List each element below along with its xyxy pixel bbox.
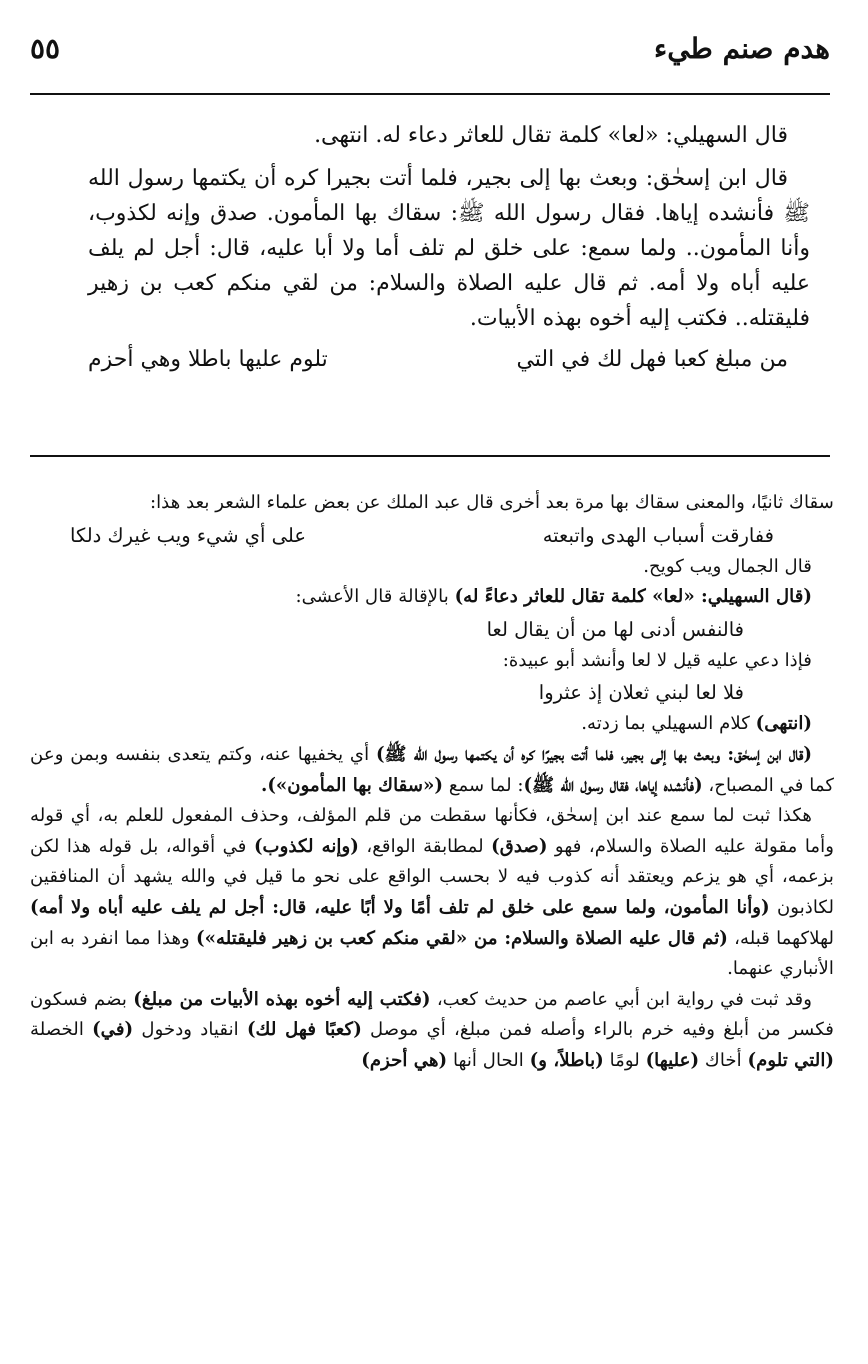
note-text: أخاك	[699, 1049, 748, 1071]
quoted-text: (عليها)	[645, 1049, 700, 1071]
quoted-text: (انتهى)	[755, 713, 812, 735]
header-rule	[30, 93, 830, 95]
commentary-notes	[30, 488, 834, 1077]
note-paragraph	[30, 801, 834, 985]
note-text: بضم فسكون فكسر من أبلغ وفيه خرم بالراء وأصله فمن مبلغ، أي موصل	[30, 988, 834, 1041]
note-paragraph	[30, 740, 834, 801]
note-text: انقياد ودخول	[133, 1019, 247, 1041]
note-verse-1	[30, 519, 834, 552]
quoted-text: (صدق)	[491, 835, 548, 857]
verse-hemistich-2: على أي شيء ويب غيرك دلكا	[70, 523, 307, 547]
verse-hemistich-1: ففارقت أسباب الهدى واتبعته	[542, 523, 774, 547]
note-text: لومًا	[603, 1049, 646, 1071]
verse-hemistich-1: من مبلغ كعبا فهل لك في التي	[516, 347, 788, 372]
main-verse	[88, 342, 810, 377]
main-paragraph-2: قال ابن إسحٰق: وبعث بها إلى بجير، فلما أتت بجيرا كره أن يكتمها رسول الله ﷺ فأنشده إياها. فقال رسول الله ﷺ: سقاك بها المأمون. صدق وإنه لكذوب، وأنا المأمون.. ولما سمع: على خلق لم تلف أما ولا أبا عليه، قال: أجل لم يلف عليه أباه ولا أمه. ثم قال عليه الصلاة والسلام: من لقي منكم كعب بن زهير فليقتله.. فكتب إليه أخوه بهذه الأبيات.	[88, 166, 810, 331]
quoted-text: (فكتب إليه أخوه بهذه الأبيات من مبلغ)	[133, 988, 431, 1010]
page-header	[30, 30, 830, 90]
note-line	[30, 582, 834, 613]
quoted-text: (باطلاً، و)	[529, 1049, 604, 1071]
note-text: في أقواله، بل قوله هذا لكن بزعمه، أي هو يزعم ويعتقد أنه كذوب فيه لا بحسب الواقع على نحو ما قيل في والله يشهد أن المنافقين لكاذبون	[30, 835, 834, 918]
note-text: بالإقالة قال الأعشى:	[295, 586, 455, 608]
verse-hemistich: فلا لعا لبني ثعلان إذ عثروا	[538, 681, 744, 705]
note-text: لهلاكهما قبله،	[727, 927, 834, 949]
quoted-text: (ثم قال عليه الصلاة والسلام: من «لقي منكم كعب بن زهير فليقتله»)	[196, 927, 728, 949]
main-paragraph-1: قال السهيلي: «لعا» كلمة تقال للعاثر دعاء له. انتهى.	[314, 123, 788, 148]
note-line	[30, 709, 834, 740]
note-paragraph	[30, 985, 834, 1077]
note-text: هكذا ثبت لما سمع عند ابن إسحٰق، فكأنها سقطت من قلم المؤلف، وحذف المفعول للعلم به، أي قوله وأما مقولة عليه الصلاة والسلام، فهو	[30, 805, 834, 857]
note-verse-2	[30, 613, 834, 646]
verse-hemistich: فالنفس أدنى لها من أن يقال لعا	[486, 617, 744, 641]
note-verse-3	[30, 676, 834, 709]
page-number: ٥٥	[30, 32, 61, 65]
note-text: : لما سمع	[443, 774, 524, 796]
quoted-text: (التي تلوم)	[747, 1049, 834, 1071]
note-text: وهذا مما انفرد به ابن الأنباري عنهما.	[30, 927, 834, 980]
note-line: فإذا دعي عليه قيل لا لعا وأنشد أبو عبيدة:	[502, 649, 812, 671]
note-text: وقد ثبت في رواية ابن أبي عاصم من حديث كعب،	[430, 988, 812, 1010]
main-text	[88, 118, 810, 377]
quoted-text: (وأنا المأمون، ولما سمع على خلق لم تلف أمًا ولا أبًا عليه، قال: أجل لم يلف عليه أباه ولا أمه)	[30, 896, 770, 918]
note-text: كلام السهيلي بما زدته.	[581, 713, 756, 735]
footnote-rule	[30, 455, 830, 457]
note-text: أي يخفيها عنه، وكتم يتعدى بنفسه وبمن وعن كما في المصباح،	[30, 743, 834, 796]
note-text: الحال أنها	[447, 1049, 530, 1071]
note-line: قال الجمال ويب كويح.	[643, 555, 812, 577]
quoted-text: (في)	[92, 1019, 134, 1041]
quoted-text: (قال ابن إسحٰق: وبعث بها إلى بجير، فلما أتت بجيرًا كره أن يكتمها رسول الله ﷺ)	[375, 743, 812, 765]
quoted-text: (كعبًا فهل لك)	[246, 1019, 362, 1041]
note-line: سقاك ثانيًا، والمعنى سقاك بها مرة بعد أخرى قال عبد الملك عن بعض علماء الشعر بعد هذا:	[150, 492, 834, 513]
running-title: هدم صنم طيء	[654, 32, 830, 65]
quoted-text: (هي أحزم)	[361, 1049, 448, 1071]
quoted-text: (وإنه لكذوب)	[253, 835, 359, 857]
note-text: لمطابقة الواقع،	[358, 835, 492, 857]
quoted-text: (فأنشده إياها، فقال رسول الله ﷺ)	[523, 774, 703, 796]
note-text: الخصلة	[30, 1019, 93, 1041]
quoted-text: (قال السهيلي: «لعا» كلمة تقال للعاثر دعاءً له)	[454, 586, 812, 608]
verse-hemistich-2: تلوم عليها باطلا وهي أحزم	[88, 347, 328, 372]
quoted-text: («سقاك بها المأمون»).	[260, 774, 444, 796]
